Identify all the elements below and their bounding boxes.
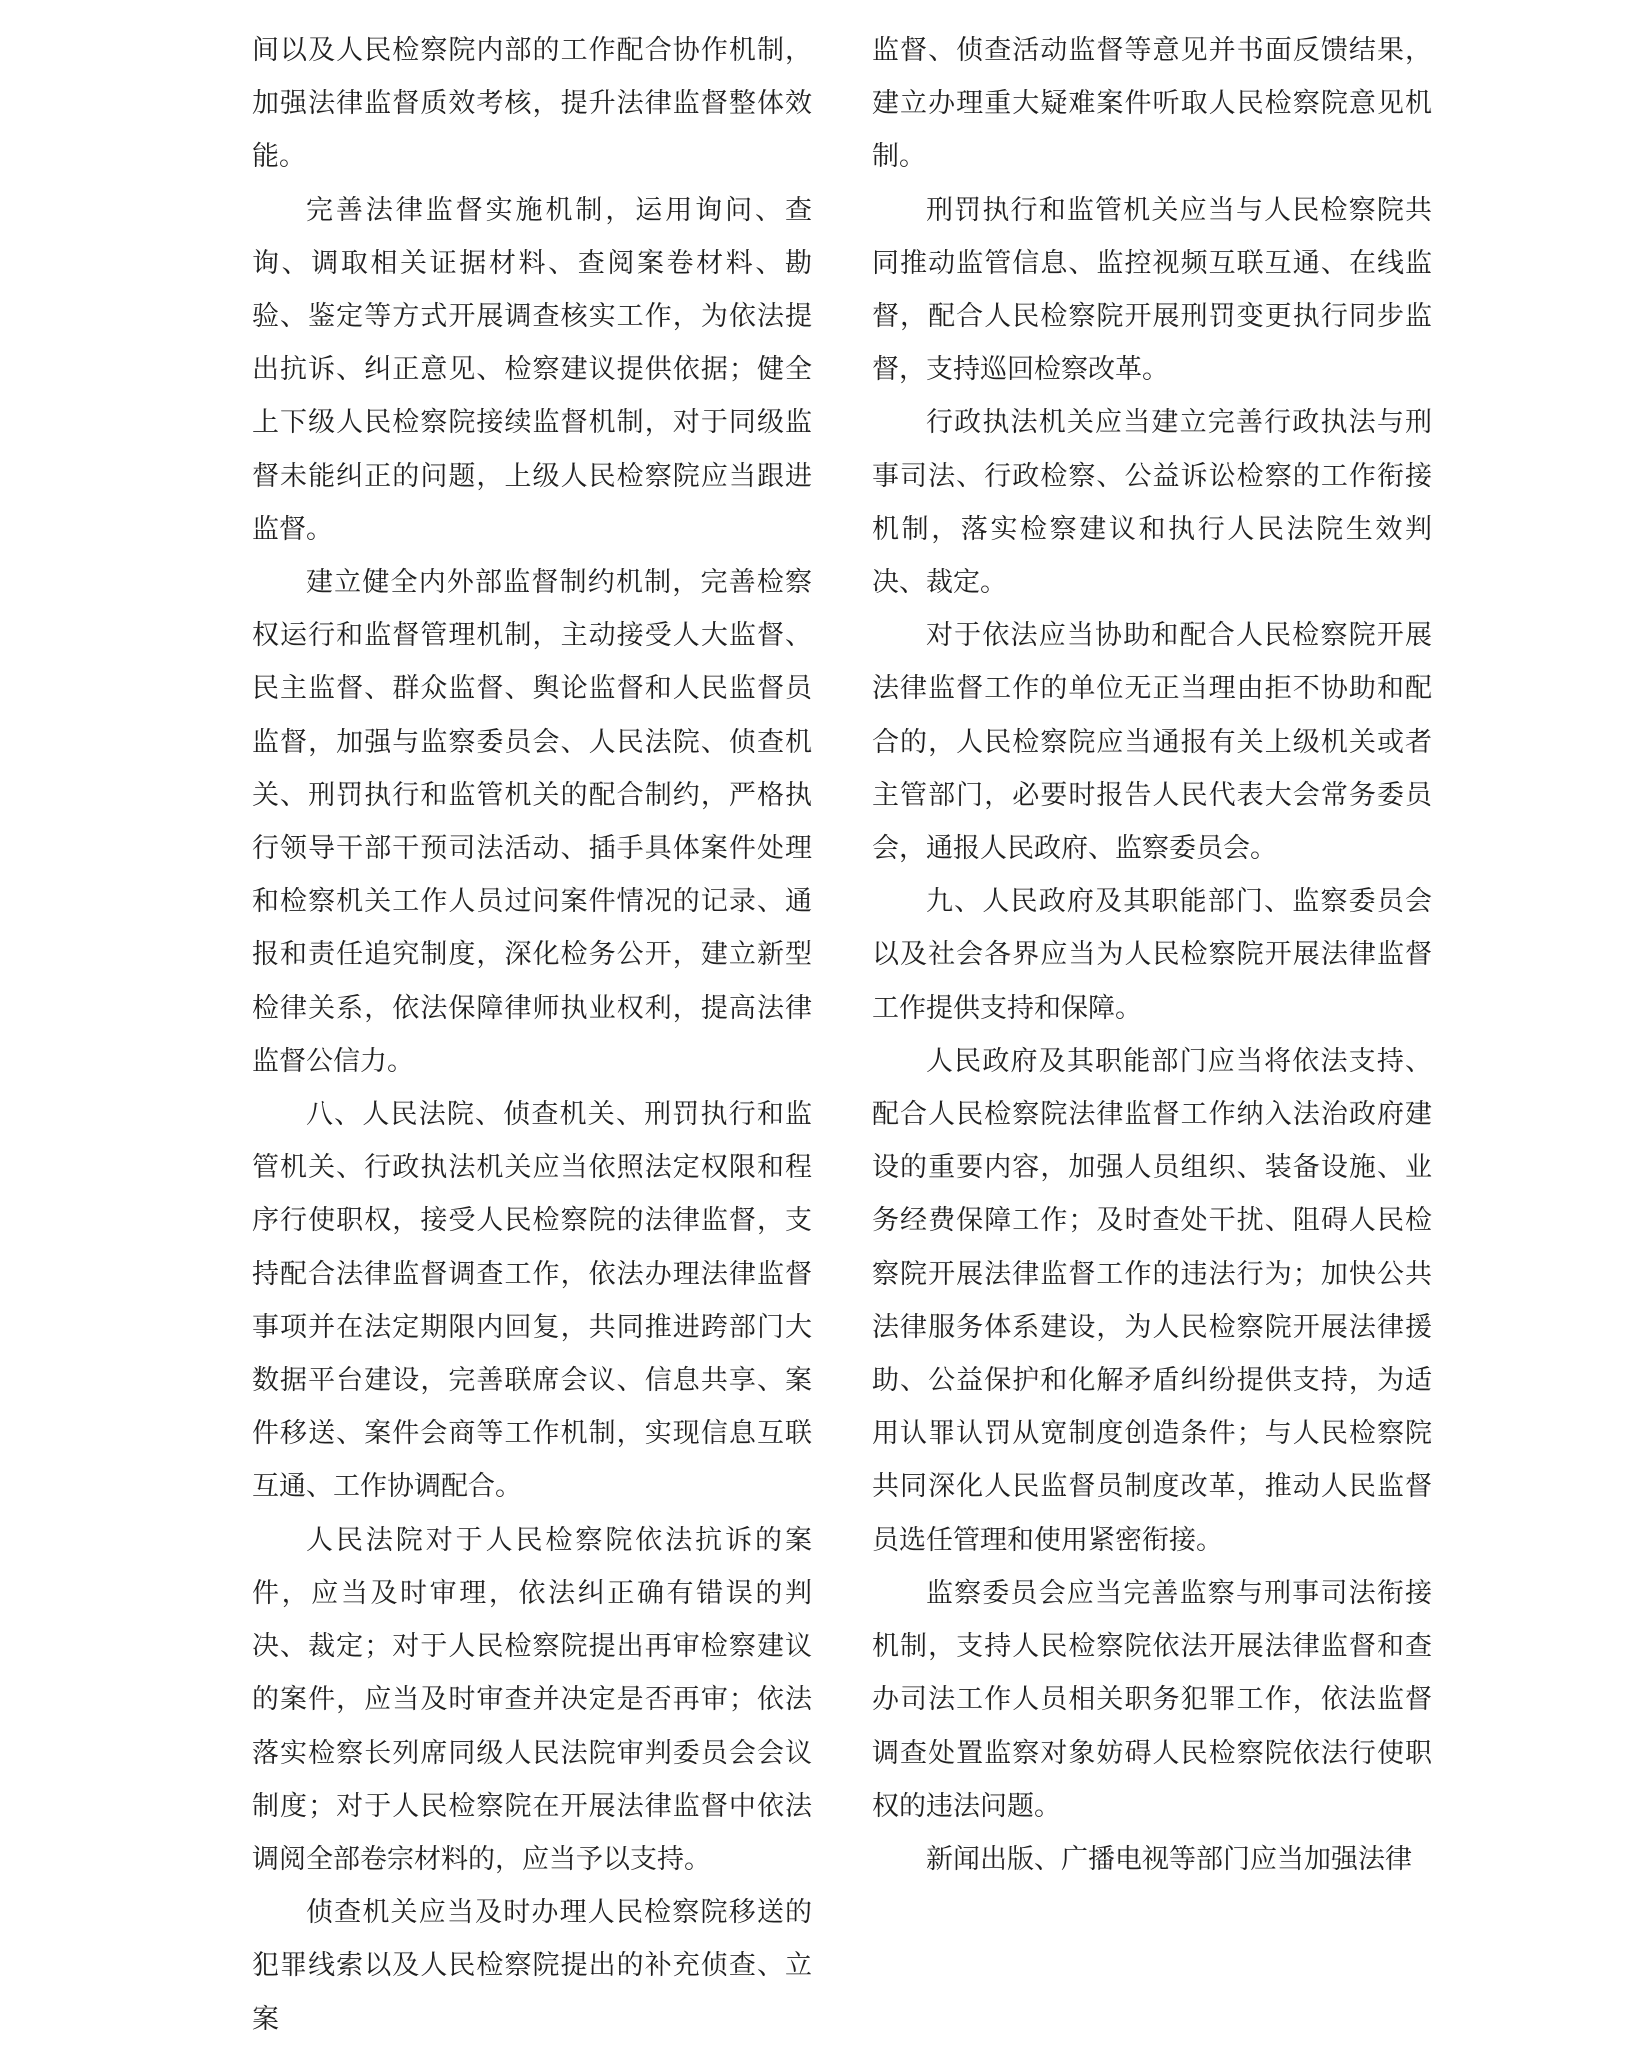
right-column [872, 24, 1432, 1886]
paragraph: 间以及人民检察院内部的工作配合协作机制，加强法律监督质效考核，提升法律监督整体效能。 [252, 35, 812, 173]
paragraph: 行政执法机关应当建立完善行政执法与刑事司法、行政检察、公益诉讼检察的工作衔接机制，落实检察建议和执行人民法院生效判决、裁定。 [872, 407, 1432, 599]
paragraph: 九、人民政府及其职能部门、监察委员会以及社会各界应当为人民检察院开展法律监督工作提供支持和保障。 [872, 886, 1432, 1024]
left-column [252, 24, 812, 2046]
paragraph: 监察委员会应当完善监察与刑事司法衔接机制，支持人民检察院依法开展法律监督和查办司法工作人员相关职务犯罪工作，依法监督调查处置监察对象妨碍人民检察院依法行使职权的违法问题。 [872, 1577, 1432, 1822]
paragraph: 对于依法应当协助和配合人民检察院开展法律监督工作的单位无正当理由拒不协助和配合的，人民检察院应当通报有关上级机关或者主管部门，必要时报告人民代表大会常务委员会，通报人民政府、监察委员会。 [872, 620, 1432, 865]
paragraph: 新闻出版、广播电视等部门应当加强法律 [926, 1843, 1412, 1875]
paragraph: 刑罚执行和监管机关应当与人民检察院共同推动监管信息、监控视频互联互通、在线监督，配合人民检察院开展刑罚变更执行同步监督，支持巡回检察改革。 [872, 194, 1432, 386]
paragraph: 人民政府及其职能部门应当将依法支持、配合人民检察院法律监督工作纳入法治政府建设的重要内容，加强人员组织、装备设施、业务经费保障工作；及时查处干扰、阻碍人民检察院开展法律监督工作的违法行为；加快公共法律服务体系建设，为人民检察院开展法律援助、公益保护和化解矛盾纠纷提供支持，为适用认罪认罚从宽制度创造条件；与人民检察院共同深化人民监督员制度改革，推动人民监督员选任管理和使用紧密衔接。 [872, 1045, 1432, 1556]
paragraph: 完善法律监督实施机制，运用询问、查询、调取相关证据材料、查阅案卷材料、勘验、鉴定等方式开展调查核实工作，为依法提出抗诉、纠正意见、检察建议提供依据；健全上下级人民检察院接续监督机制，对于同级监督未能纠正的问题，上级人民检察院应当跟进监督。 [252, 194, 812, 545]
paragraph: 侦查机关应当及时办理人民检察院移送的犯罪线索以及人民检察院提出的补充侦查、立案 [252, 1897, 812, 2035]
paragraph: 建立健全内外部监督制约机制，完善检察权运行和监督管理机制，主动接受人大监督、民主监督、群众监督、舆论监督和人民监督员监督，加强与监察委员会、人民法院、侦查机关、刑罚执行和监管机关的配合制约，严格执行领导干部干预司法活动、插手具体案件处理和检察机关工作人员过问案件情况的记录、通报和责任追究制度，深化检务公开，建立新型检律关系，依法保障律师执业权利，提高法律监督公信力。 [252, 567, 812, 1077]
paragraph: 人民法院对于人民检察院依法抗诉的案件，应当及时审理，依法纠正确有错误的判决、裁定；对于人民检察院提出再审检察建议的案件，应当及时审查并决定是否再审；依法落实检察长列席同级人民法院审判委员会会议制度；对于人民检察院在开展法律监督中依法调阅全部卷宗材料的，应当予以支持。 [252, 1524, 812, 1875]
paragraph: 监督、侦查活动监督等意见并书面反馈结果，建立办理重大疑难案件听取人民检察院意见机制。 [872, 35, 1432, 173]
paragraph: 八、人民法院、侦查机关、刑罚执行和监管机关、行政执法机关应当依照法定权限和程序行使职权，接受人民检察院的法律监督，支持配合法律监督调查工作，依法办理法律监督事项并在法定期限内回复，共同推进跨部门大数据平台建设，完善联席会议、信息共享、案件移送、案件会商等工作机制，实现信息互联互通、工作协调配合。 [252, 1099, 812, 1503]
